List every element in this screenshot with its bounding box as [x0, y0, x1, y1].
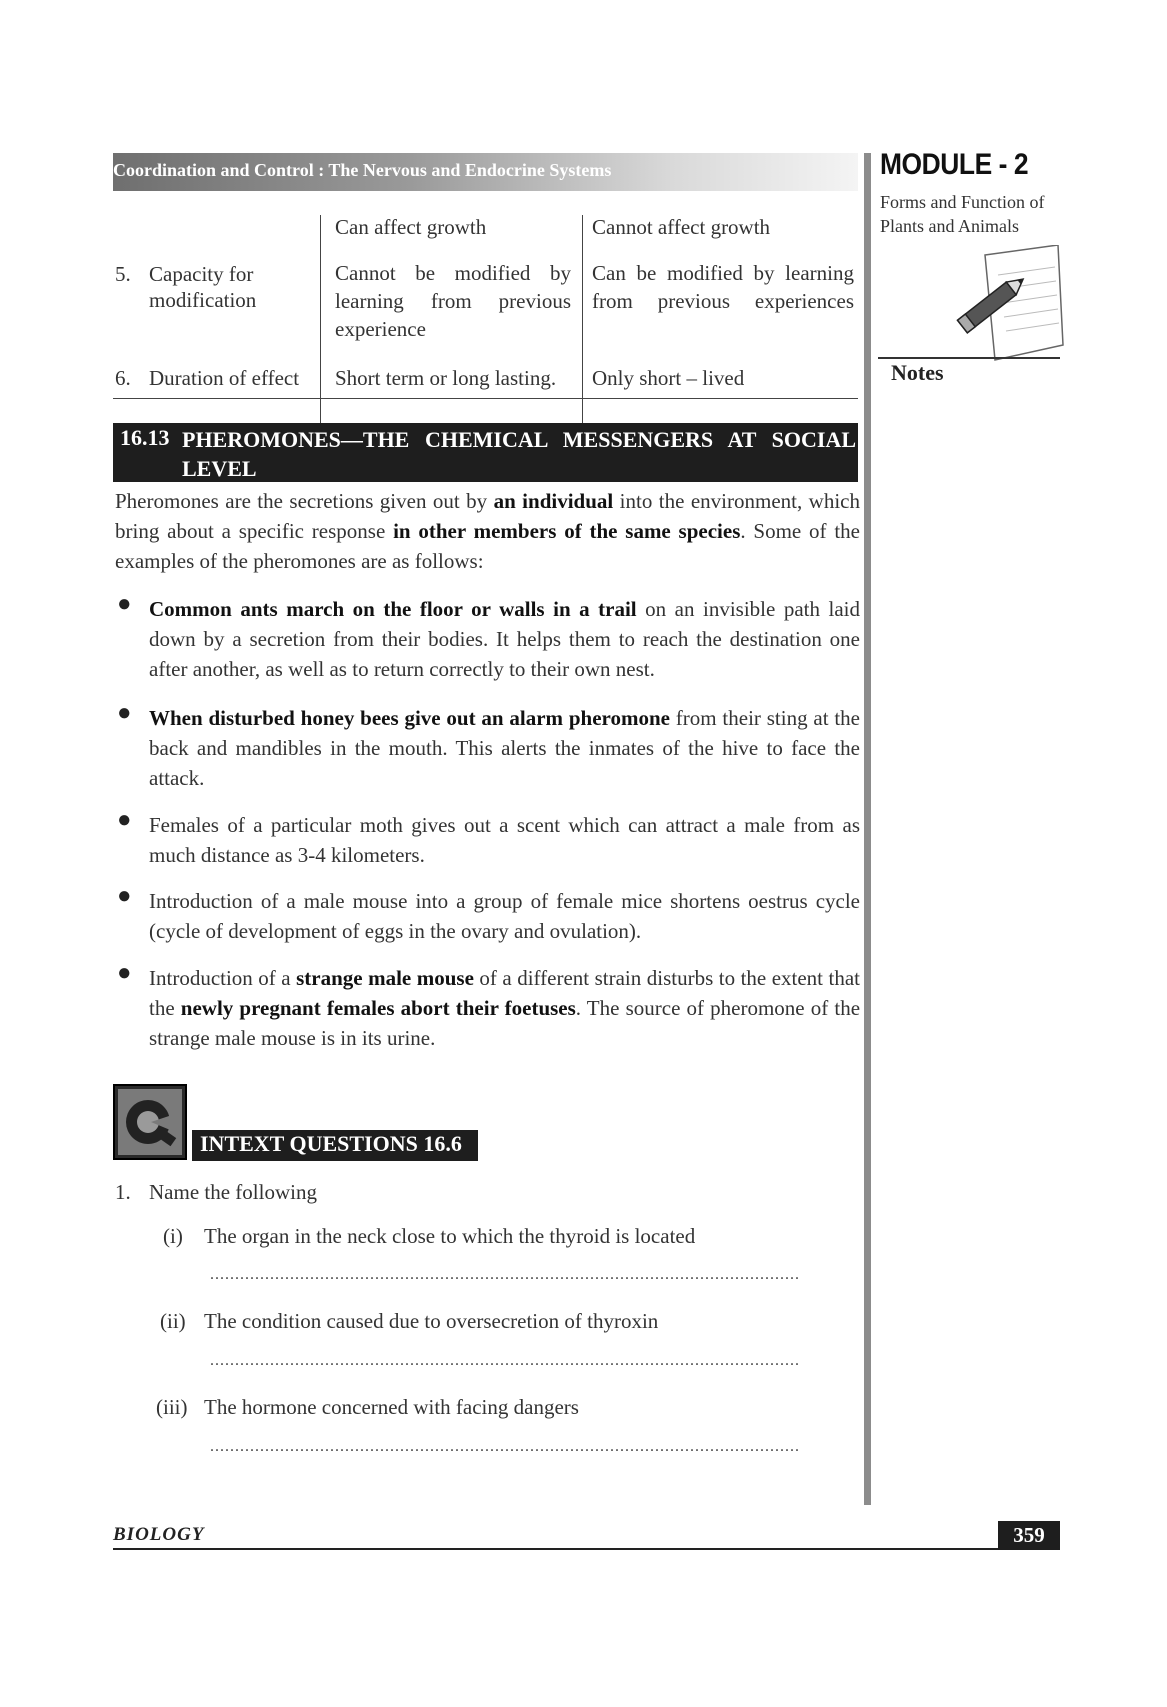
module-subtitle-line2: Plants and Animals: [880, 216, 1019, 236]
bold-run: newly pregnant females abort their foetuses: [180, 996, 576, 1020]
notes-rule: [878, 357, 1060, 359]
text-run: . Some of the examples of the pheromones are as follows:: [115, 519, 860, 573]
table-row-label: [149, 260, 256, 314]
question-text: Name the following: [149, 1180, 317, 1204]
cell-line: from previous experiences: [592, 289, 854, 313]
bold-run: an individual: [493, 489, 614, 513]
notes-label: Notes: [891, 360, 944, 385]
bold-run: in other members of the same species: [393, 519, 741, 543]
running-title: Coordination and Control : The Nervous and Endocrine Systems: [113, 160, 612, 180]
table-cell-hormone-duration: Short term or long lasting.: [335, 366, 557, 390]
section-number: 16.13: [120, 425, 170, 450]
table-row-label-line: modification: [149, 288, 257, 312]
text-run: Pheromones are the secretions given out by: [115, 489, 494, 513]
table-row-label-line: Capacity for: [149, 262, 254, 286]
subquestion-number: (iii): [156, 1395, 188, 1419]
answer-line[interactable]: ......................................................................................................................: [210, 1438, 800, 1455]
bullet-strange-mouse: [149, 963, 860, 1053]
subquestion-text: The condition caused due to oversecretion of thyroxin: [204, 1309, 659, 1333]
bullet-icon: ●: [117, 960, 132, 986]
footer-rule: [113, 1548, 1003, 1550]
text-run: from their sting at the back and mandibles in the mouth. This alerts the inmates of the hive to face the attack.: [149, 706, 860, 790]
table-cell-nerve-growth: Cannot affect growth: [592, 215, 771, 239]
subquestion-text: The hormone concerned with facing dangers: [204, 1395, 579, 1419]
table-column-divider: [582, 215, 583, 423]
subquestion-number: (i): [163, 1224, 183, 1248]
vertical-rule: [864, 153, 871, 1505]
bold-run: When disturbed honey bees give out an alarm pheromone: [149, 706, 670, 730]
cell-line: experience: [335, 317, 426, 341]
cell-line: Cannot be modified by: [335, 261, 571, 285]
bullet-icon: ●: [117, 883, 132, 909]
cell-line: Can be modified by learning: [592, 261, 854, 285]
bullet-mouse: Introduction of a male mouse into a group of female mice shortens oestrus cycle (cycle of development of eggs in the ovary and ovulation).: [149, 889, 860, 943]
bullet-icon: ●: [117, 591, 132, 617]
cell-line: learning from previous: [335, 289, 571, 313]
intro-paragraph: [115, 486, 860, 576]
question-icon: [113, 1084, 187, 1160]
footer-subject: BIOLOGY: [113, 1524, 205, 1545]
bullet-icon: ●: [117, 807, 132, 833]
module-subtitle-line1: Forms and Function of: [880, 192, 1045, 212]
intext-heading: INTEXT QUESTIONS 16.6: [200, 1131, 462, 1156]
bold-run: strange male mouse: [296, 966, 474, 990]
text-run: into the environment, which bring about a specific response: [115, 489, 860, 543]
section-title: PHEROMONES—THE CHEMICAL MESSENGERS AT SOCIAL LEVEL: [182, 427, 856, 481]
table-row-number: 6.: [115, 366, 131, 390]
text-run: Introduction of a: [149, 966, 297, 990]
subquestion-text: The organ in the neck close to which the thyroid is located: [204, 1224, 696, 1248]
bullet-icon: ●: [117, 700, 132, 726]
text-run: on an invisible path laid down by a secretion from their bodies. It helps them to reach the destination one after another, as well as to return correctly to their own nest.: [149, 597, 861, 681]
page-number: 359: [1013, 1523, 1045, 1547]
table-cell-hormone-modification: [335, 259, 571, 343]
table-bottom-rule: [113, 398, 858, 399]
bold-run: Common ants march on the floor or walls in a trail: [149, 597, 637, 621]
table-column-divider: [320, 215, 321, 423]
text-run: of a different strain disturbs to the extent that the: [149, 966, 861, 1020]
table-cell-hormone-growth: Can affect growth: [335, 215, 487, 239]
module-title: MODULE - 2: [880, 148, 1029, 181]
answer-line[interactable]: ......................................................................................................................: [210, 1266, 800, 1283]
question-number: 1.: [115, 1180, 131, 1204]
subquestion-number: (ii): [160, 1309, 186, 1333]
bullet-ants: [149, 594, 860, 684]
table-cell-nerve-modification: [592, 259, 854, 315]
module-subtitle: [880, 190, 1070, 238]
bullet-moth: Females of a particular moth gives out a scent which can attract a male from as much distance as 3-4 kilometers.: [149, 813, 860, 867]
table-row-label: Duration of effect: [149, 366, 300, 390]
table-row-number: 5.: [115, 262, 131, 286]
answer-line[interactable]: ......................................................................................................................: [210, 1352, 800, 1369]
text-run: . The source of pheromone of the strange male mouse is in its urine.: [149, 996, 861, 1050]
bullet-bees: [149, 703, 860, 793]
table-cell-nerve-duration: Only short – lived: [592, 366, 745, 390]
notes-pencil-icon: [950, 245, 1065, 365]
